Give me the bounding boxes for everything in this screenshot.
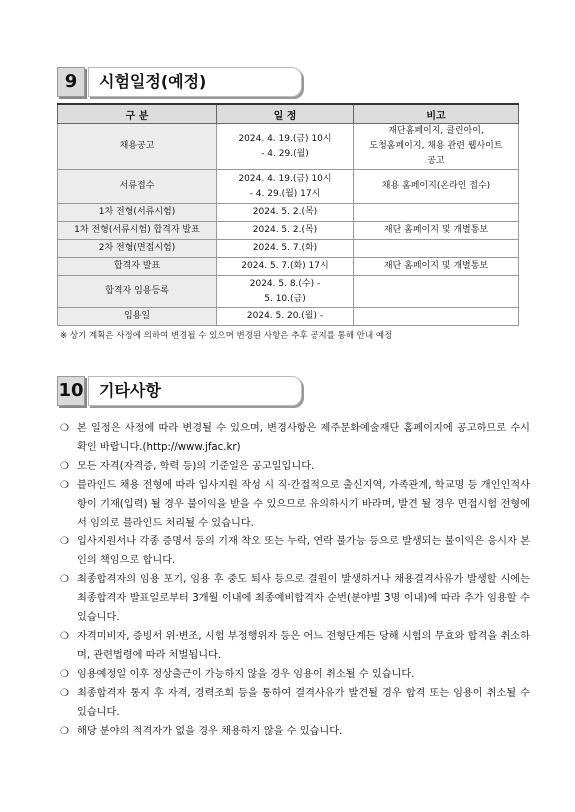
cell-date: [217, 124, 354, 170]
cell-text: - 4. 29.(월): [261, 148, 309, 159]
cell-text: 공고: [427, 156, 445, 166]
schedule-table: [57, 103, 519, 326]
cell-date: [217, 204, 354, 222]
list-item-text: 본 일정은 사정에 따라 변경될 수 있으며, 변경사항은 제주문화예술재단 홈페이지에 공고하므로 수시 확인 바랍니다.(http://www.jfac.kr): [77, 423, 530, 453]
cell-text: 2024. 5. 7.(화) 17시: [241, 261, 329, 271]
cell-text: 1차 전형(서류시험) 합격자 발표: [74, 225, 200, 235]
cell-category: [58, 222, 217, 240]
list-item-text: 임용예정일 이후 정상출근이 가능하지 않을 경우 임용이 취소될 수 있습니다.: [77, 668, 415, 680]
cell-remark: [354, 308, 519, 326]
circle-bullet-icon: ❍: [60, 479, 69, 491]
cell-text: 합격자 임용등록: [105, 286, 169, 296]
cell-text: 1차 전형(서류시험): [98, 207, 176, 217]
list-item-text: 해당 분야의 적격자가 없을 경우 채용하지 않을 수 있습니다.: [77, 725, 343, 737]
cell-text: 2024. 4. 19.(금) 10시: [238, 133, 332, 144]
list-item: [60, 420, 530, 458]
list-item: [60, 533, 530, 571]
list-item: [60, 477, 530, 534]
table-header-row: [58, 104, 519, 124]
circle-bullet-icon: ❍: [60, 460, 69, 472]
section-10-header: [57, 376, 303, 408]
cell-category: [58, 204, 217, 222]
circle-bullet-icon: ❍: [60, 630, 69, 642]
circle-bullet-icon: ❍: [60, 668, 69, 680]
circle-bullet-icon: ❍: [60, 725, 69, 737]
list-item: [60, 666, 530, 685]
circle-bullet-icon: ❍: [60, 574, 69, 586]
cell-text: 2차 전형(면접시험): [98, 243, 176, 253]
list-item-text: 최종합격자 통지 후 자격, 경력조회 등을 통하여 결격사유가 발견될 경우 합격 또는 임용이 취소될 수 있습니다.: [77, 687, 530, 718]
notice-list: [60, 420, 530, 741]
list-item: [60, 723, 530, 742]
header-category: 구 분: [58, 104, 217, 124]
cell-remark: [354, 240, 519, 258]
table-row: [58, 276, 519, 308]
cell-category: [58, 258, 217, 276]
cell-text: 2024. 5. 7.(화): [252, 243, 318, 253]
cell-date: [217, 308, 354, 326]
list-item-text: 블라인드 채용 전형에 따라 입사지원 작성 시 직·간접적으로 출신지역, 가족관계, 학교명 등 개인인적사항이 기재(입력) 될 경우 불이익을 받을 수 있으므로 유의하시기 바라며, 발견 될 경우 면접시험 전형에서 임의로 블라인드 처리될 수 있습니다.: [77, 479, 530, 529]
list-item: [60, 571, 530, 628]
cell-text: 합격자 발표: [113, 261, 161, 271]
circle-bullet-icon: ❍: [60, 423, 69, 434]
cell-text: 2024. 5. 20.(월) -: [246, 311, 324, 321]
table-row: [58, 240, 519, 258]
table-row: [58, 124, 519, 170]
list-item-text: 자격미비자, 증빙서 위·변조, 시험 부정행위자 등은 어느 전형단계든 당해 시험의 무효와 합격을 취소하며, 관련법령에 따라 처벌됩니다.: [77, 630, 530, 661]
table-row: [58, 258, 519, 276]
cell-text: 재단 홈페이지 및 개별통보: [383, 261, 489, 271]
cell-text: 2024. 5. 2.(목): [252, 225, 318, 235]
cell-date: [217, 240, 354, 258]
cell-text: 재단 홈페이지 및 개별통보: [383, 225, 489, 235]
cell-remark: [354, 222, 519, 240]
list-item: [60, 685, 530, 723]
cell-text: 서류접수: [119, 181, 155, 191]
cell-category: [58, 124, 217, 170]
cell-remark: [354, 204, 519, 222]
cell-text: 임용일: [123, 311, 151, 321]
section-number: 10: [57, 376, 85, 406]
cell-remark: [354, 170, 519, 204]
cell-category: [58, 276, 217, 308]
cell-text: - 4. 29.(월) 17시: [249, 188, 321, 199]
list-item-text: 모든 자격(자격증, 학력 등)의 기준일은 공고일입니다.: [77, 460, 315, 472]
cell-text: 채용 홈페이지(온라인 접수): [381, 181, 491, 191]
cell-date: [217, 222, 354, 240]
cell-text: 5. 10.(금): [264, 293, 306, 304]
circle-bullet-icon: ❍: [60, 687, 69, 699]
section-title: 기타사항: [88, 376, 302, 406]
table-row: [58, 222, 519, 240]
cell-text: 2024. 4. 19.(금) 10시: [238, 173, 332, 184]
cell-remark: [354, 124, 519, 170]
cell-date: [217, 258, 354, 276]
cell-text: 도청홈페이지, 채용 관련 웹사이트: [369, 141, 503, 151]
cell-text: 2024. 5. 2.(목): [252, 207, 318, 217]
cell-category: [58, 170, 217, 204]
list-item-text: 입사지원서나 각종 증명서 등의 기재 착오 또는 누락, 연락 불가능 등으로 발생되는 불이익은 응시자 본인의 책임으로 합니다.: [77, 536, 530, 567]
section-title: 시험일정(예정): [88, 67, 302, 97]
table-row: [58, 308, 519, 326]
header-date: 일 정: [217, 104, 354, 124]
circle-bullet-icon: ❍: [60, 536, 69, 548]
section-number: 9: [57, 67, 85, 97]
list-item-text: 최종합격자의 임용 포기, 임용 후 중도 퇴사 등으로 결원이 발생하거나 채용결격사유가 발생할 시에는 최종합격자 발표일로부터 3개월 이내에 최종예비합격자 순번(분야별 3명 이내)에 따라 추가 임용할 수 있습니다.: [77, 574, 530, 624]
list-item: [60, 628, 530, 666]
table-row: [58, 170, 519, 204]
cell-text: 재단홈페이지, 클린아이,: [388, 126, 484, 136]
cell-remark: [354, 258, 519, 276]
cell-category: [58, 308, 217, 326]
cell-text: 채용공고: [119, 141, 155, 151]
header-remark: 비고: [354, 104, 519, 124]
cell-date: [217, 170, 354, 204]
section-9-header: [57, 67, 303, 99]
cell-category: [58, 240, 217, 258]
cell-text: 2024. 5. 8.(수) -: [249, 278, 321, 289]
table-row: [58, 204, 519, 222]
schedule-note: ※ 상기 계획은 사정에 의하여 변경될 수 있으며 변경된 사항은 추후 공지를 통해 안내 예정: [60, 331, 393, 341]
cell-date: [217, 276, 354, 308]
cell-remark: [354, 276, 519, 308]
list-item: [60, 458, 530, 477]
